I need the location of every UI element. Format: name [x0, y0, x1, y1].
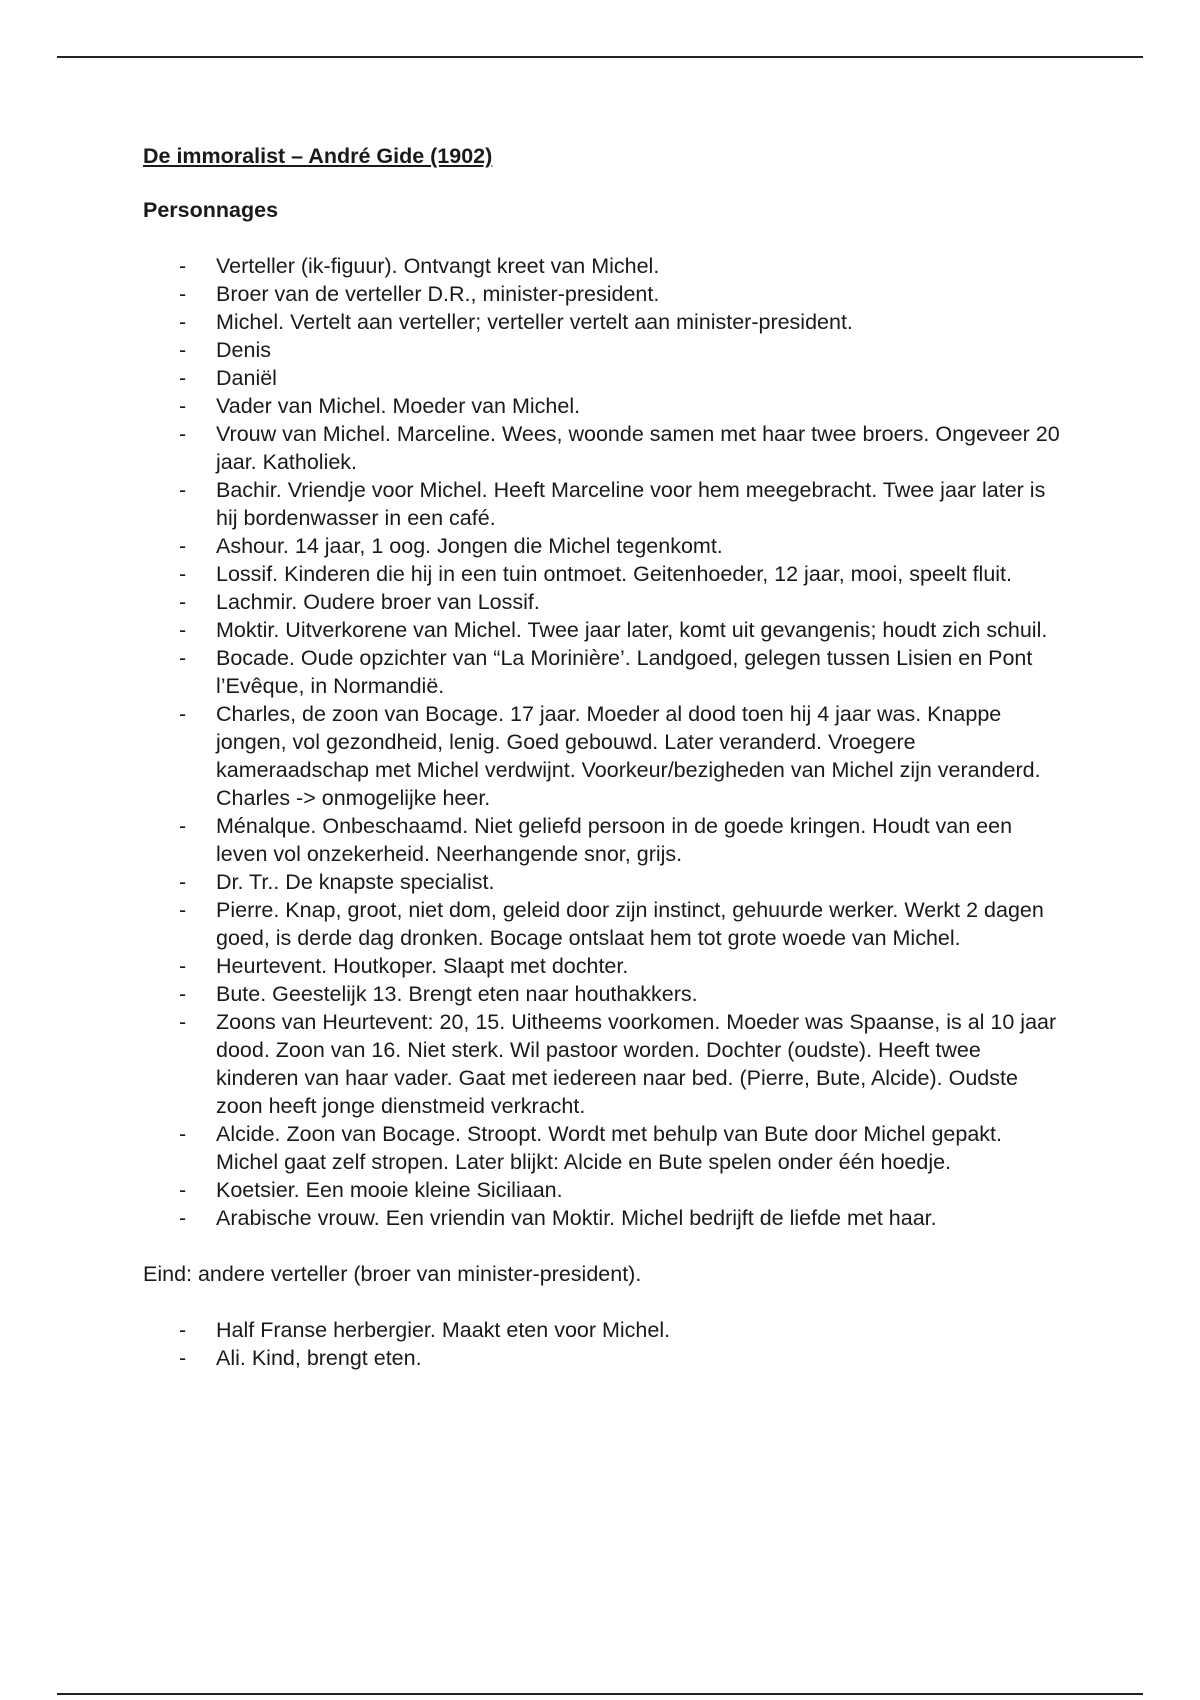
list-item-text: Bachir. Vriendje voor Michel. Heeft Marceline voor hem meegebracht. Twee jaar later is hij bordenwasser in een café. — [216, 478, 1046, 530]
list-item-text: Broer van de verteller D.R., minister-president. — [216, 282, 660, 306]
list-item-text: Ménalque. Onbeschaamd. Niet geliefd persoon in de goede kringen. Houdt van een leven vol onzekerheid. Neerhangende snor, grijs. — [216, 814, 1013, 866]
list-dash: - — [179, 282, 187, 306]
list-item-text: Ashour. 14 jaar, 1 oog. Jongen die Michel tegenkomt. — [216, 534, 723, 558]
list-item — [143, 392, 1063, 420]
list-item — [143, 476, 1063, 532]
character-list — [143, 252, 1063, 1232]
list-item — [143, 644, 1063, 700]
list-dash: - — [179, 1010, 187, 1034]
end-note: Eind: andere verteller (broer van minister-president). — [143, 1262, 642, 1286]
list-item — [143, 588, 1063, 616]
list-dash: - — [179, 898, 187, 922]
list-dash: - — [179, 590, 187, 614]
list-item — [143, 252, 1063, 280]
end-character-list — [143, 1316, 1063, 1372]
list-item-text: Verteller (ik-figuur). Ontvangt kreet van Michel. — [216, 254, 660, 278]
list-dash: - — [179, 1122, 187, 1146]
list-item — [143, 280, 1063, 308]
list-item-text: Koetsier. Een mooie kleine Siciliaan. — [216, 1178, 563, 1202]
list-dash: - — [179, 1178, 187, 1202]
list-dash: - — [179, 702, 187, 726]
list-item-text: Dr. Tr.. De knapste specialist. — [216, 870, 495, 894]
list-dash: - — [179, 618, 187, 642]
list-item-text: Vrouw van Michel. Marceline. Wees, woonde samen met haar twee broers. Ongeveer 20 jaar. Katholiek. — [216, 422, 1060, 474]
list-item — [143, 308, 1063, 336]
list-item-text: Ali. Kind, brengt eten. — [216, 1346, 422, 1370]
list-dash: - — [179, 954, 187, 978]
list-item — [143, 980, 1063, 1008]
list-item-text: Moktir. Uitverkorene van Michel. Twee jaar later, komt uit gevangenis; houdt zich schuil. — [216, 618, 1048, 642]
list-item-text: Vader van Michel. Moeder van Michel. — [216, 394, 581, 418]
document-body — [143, 142, 1063, 1372]
list-dash: - — [179, 562, 187, 586]
list-dash: - — [179, 338, 187, 362]
list-item-text: Lossif. Kinderen die hij in een tuin ontmoet. Geitenhoeder, 12 jaar, mooi, speelt fluit. — [216, 562, 1012, 586]
list-item-text: Half Franse herbergier. Maakt eten voor Michel. — [216, 1318, 671, 1342]
document-title: De immoralist – André Gide (1902) — [143, 144, 493, 168]
page-bottom-rule — [57, 1693, 1143, 1695]
list-item — [143, 812, 1063, 868]
list-item-text: Bute. Geestelijk 13. Brengt eten naar houthakkers. — [216, 982, 698, 1006]
list-item — [143, 532, 1063, 560]
list-item-text: Pierre. Knap, groot, niet dom, geleid door zijn instinct, gehuurde werker. Werkt 2 dagen goed, is derde dag dronken. Bocage ontslaat hem tot grote woede van Michel. — [216, 898, 1044, 950]
list-dash: - — [179, 394, 187, 418]
list-dash: - — [179, 646, 187, 670]
list-item-text: Lachmir. Oudere broer van Lossif. — [216, 590, 540, 614]
page-top-rule — [57, 56, 1143, 58]
list-item-text: Bocade. Oude opzichter van “La Morinière’. Landgoed, gelegen tussen Lisien en Pont l’Evêque, in Normandië. — [216, 646, 1033, 698]
list-item — [143, 1120, 1063, 1176]
list-dash: - — [179, 1206, 187, 1230]
list-item-text: Michel. Vertelt aan verteller; verteller vertelt aan minister-president. — [216, 310, 853, 334]
list-dash: - — [179, 534, 187, 558]
list-item — [143, 700, 1063, 812]
list-dash: - — [179, 870, 187, 894]
list-item — [143, 952, 1063, 980]
list-dash: - — [179, 982, 187, 1006]
list-item-text: Denis — [216, 338, 271, 362]
list-item-text: Heurtevent. Houtkoper. Slaapt met dochter. — [216, 954, 629, 978]
list-dash: - — [179, 478, 187, 502]
list-dash: - — [179, 422, 187, 446]
list-item-text: Arabische vrouw. Een vriendin van Moktir. Michel bedrijft de liefde met haar. — [216, 1206, 937, 1230]
list-item-text: Alcide. Zoon van Bocage. Stroopt. Wordt met behulp van Bute door Michel gepakt. Michel gaat zelf stropen. Later blijkt: Alcide en Bute spelen onder één hoedje. — [216, 1122, 1002, 1174]
list-item-text: Daniël — [216, 366, 277, 390]
list-item — [143, 1204, 1063, 1232]
list-item — [143, 1008, 1063, 1120]
list-item — [143, 1316, 1063, 1344]
list-item — [143, 868, 1063, 896]
list-item — [143, 616, 1063, 644]
list-item — [143, 1176, 1063, 1204]
list-dash: - — [179, 310, 187, 334]
list-dash: - — [179, 1318, 187, 1342]
list-item — [143, 364, 1063, 392]
list-item-text: Charles, de zoon van Bocage. 17 jaar. Moeder al dood toen hij 4 jaar was. Knappe jongen, vol gezondheid, lenig. Goed gebouwd. Later veranderd. Vroegere kameraadschap met Michel verdwijnt. Voorkeur/bezigheden van Michel zijn veranderd. Charles -> onmogelijke heer. — [216, 702, 1041, 810]
list-item-text: Zoons van Heurtevent: 20, 15. Uitheems voorkomen. Moeder was Spaanse, is al 10 jaar dood. Zoon van 16. Niet sterk. Wil pastoor worden. Dochter (oudste). Heeft twee kinderen van haar vader. Gaat met iedereen naar bed. (Pierre, Bute, Alcide). Oudste zoon heeft jonge dienstmeid verkracht. — [216, 1010, 1057, 1118]
list-item — [143, 336, 1063, 364]
list-dash: - — [179, 366, 187, 390]
list-item — [143, 1344, 1063, 1372]
list-item — [143, 560, 1063, 588]
list-dash: - — [179, 254, 187, 278]
list-dash: - — [179, 814, 187, 838]
list-dash: - — [179, 1346, 187, 1370]
section-heading-personnages: Personnages — [143, 198, 279, 222]
list-item — [143, 420, 1063, 476]
list-item — [143, 896, 1063, 952]
